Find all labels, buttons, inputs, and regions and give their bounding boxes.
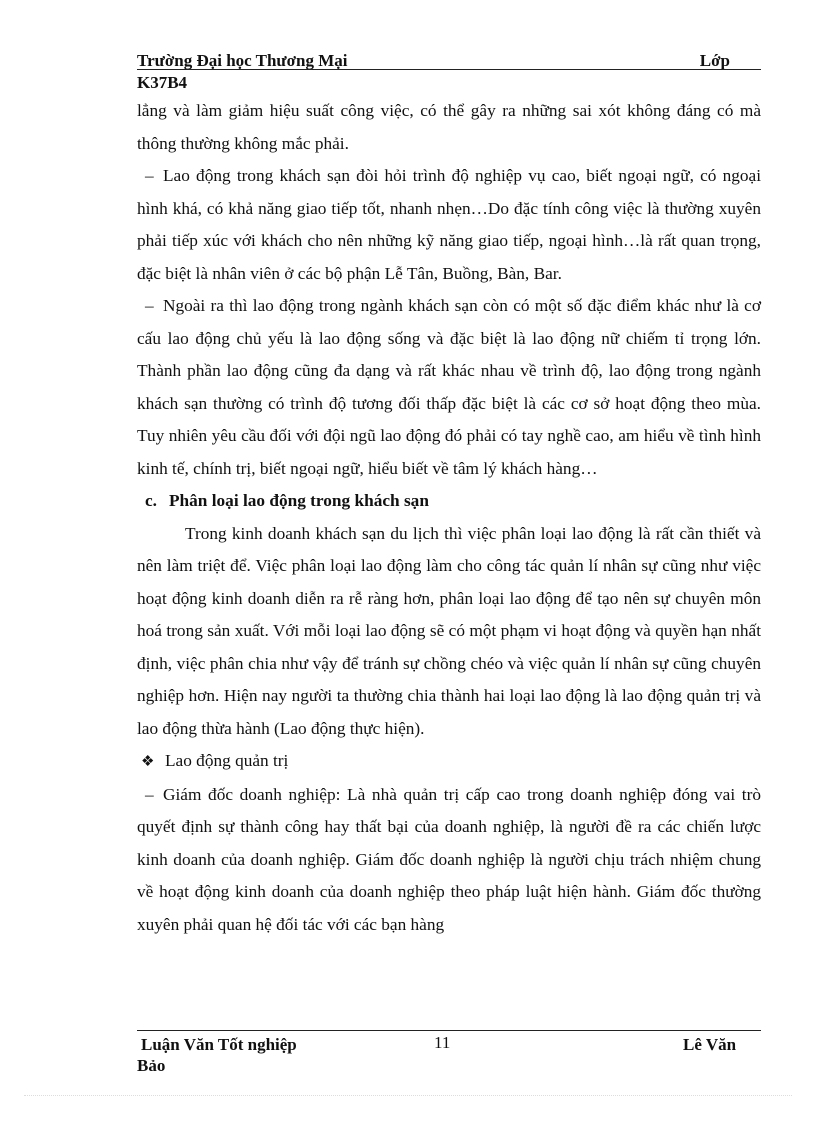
header-class: Lớp	[699, 51, 730, 70]
paragraph: lẳng và làm giảm hiệu suất công việc, có thể gây ra những sai xót không đáng có mà thông thường không mắc phải.	[137, 101, 761, 153]
footer-author: Lê Văn	[683, 1035, 737, 1054]
dash-item-text: Lao động trong khách sạn đòi hỏi trình độ nghiệp vụ cao, biết ngoại ngữ, có ngoại hình khá, có khả năng giao tiếp tốt, nhanh nhẹn…Do đặc tính công việc là thường xuyên phải tiếp xúc với khách cho nên những kỹ năng giao tiếp, ngoại hình…là rất quan trọng, đặc biệt là nhân viên ở các bộ phận Lễ Tân, Buồng, Bàn, Bar.	[137, 166, 761, 283]
dash-item-text: Giám đốc doanh nghiệp: Là nhà quản trị cấp cao trong doanh nghiệp đóng vai trò quyết định sự thành công hay thất bại của doanh nghiệp, là người đề ra các chiến lược kinh doanh của doanh nghiệp. Giám đốc doanh nghiệp là người chịu trách nhiệm chung về hoạt động kinh doanh của doanh nghiệp theo pháp luật hiện hành. Giám đốc thường xuyên phải quan hệ đối tác với các bạn hàng	[137, 784, 761, 934]
page-body	[137, 95, 761, 941]
page-header	[137, 51, 761, 71]
paragraph: Trong kinh doanh khách sạn du lịch thì việc phân loại lao động là rất cần thiết và nên làm triệt để. Việc phân loại lao động làm cho công tác quản lí nhân sự cũng như việc hoạt động kinh doanh diễn ra rễ ràng hơn, phân loại lao động để tạo nên sự chuyên môn hoá trong sản xuất. Với mỗi loại lao động sẽ có một phạm vi hoạt động và quyền hạn nhất định, việc phân chia như vậy để tránh sự chồng chéo và việc quản lí nhân sự cũng chuyên nghiệp hơn. Hiện nay người ta thường chia thành hai loại lao động là lao động quản trị và lao động thừa hành (Lao động thực hiện).	[137, 523, 761, 738]
dash-marker: –	[145, 784, 154, 804]
page-number: 11	[434, 1033, 451, 1052]
dash-item-text: Ngoài ra thì lao động trong ngành khách sạn còn có một số đặc điểm khác như là cơ cấu lao động chủ yếu là lao động sống và đặc biệt là lao động nữ chiếm tỉ trọng lớn. Thành phần lao động cũng đa dạng và rất khác nhau về trình độ, lao động trong ngành khách sạn thường có trình độ tương đối thấp đặc biệt là các cơ sở hoạt động theo mùa. Tuy nhiên yêu cầu đối với đội ngũ lao động đó phải có tay nghề cao, am hiểu về tình hình kinh tế, chính trị, biết ngoại ngữ, hiểu biết về tâm lý khách hàng…	[137, 296, 761, 478]
dash-item	[137, 779, 761, 942]
footer-rule	[137, 1030, 761, 1031]
bullet-text: Lao động quản trị	[165, 751, 289, 770]
dash-marker: –	[145, 296, 154, 315]
footer-title: Luận Văn Tốt nghiệp	[141, 1035, 297, 1054]
page-edge	[24, 1095, 792, 1096]
header-rule	[137, 69, 761, 70]
section-heading	[137, 485, 761, 518]
header-school: Trường Đại học Thương Mại	[137, 51, 348, 70]
heading-text: Phân loại lao động trong khách sạn	[169, 491, 429, 510]
dash-marker: –	[145, 166, 154, 185]
dash-item	[137, 290, 761, 485]
heading-marker: c.	[145, 491, 157, 510]
header-class-code: K37B4	[137, 73, 188, 92]
diamond-bullet-icon: ❖	[141, 754, 155, 770]
bullet-item	[137, 745, 761, 779]
footer-author-cont: Bảo	[137, 1056, 166, 1075]
dash-item	[137, 160, 761, 290]
